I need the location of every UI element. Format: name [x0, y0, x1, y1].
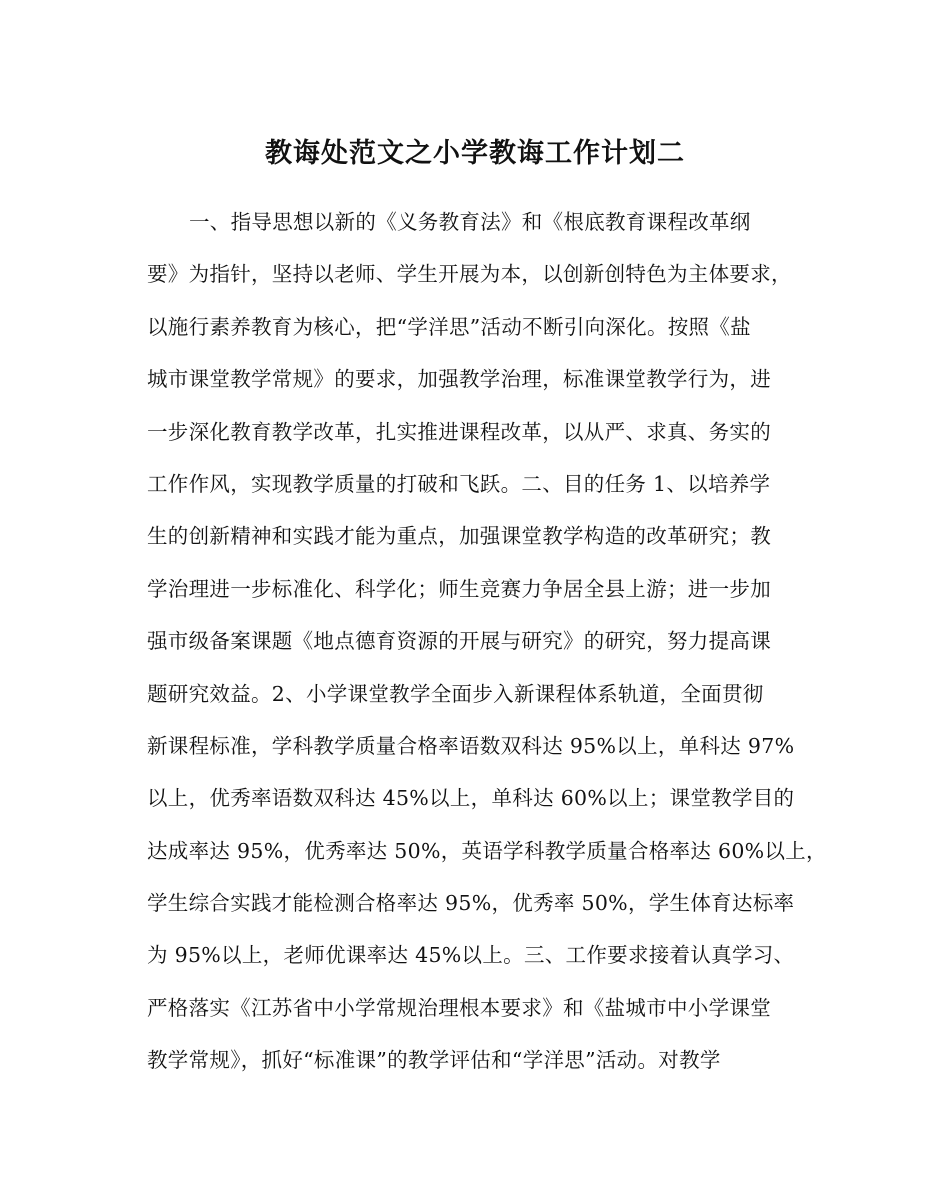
document-body [147, 196, 827, 1087]
body-line: 工作作风，实现教学质量的打破和飞跃。二、目的任务 1、以培养学 [147, 471, 771, 496]
body-line: 要》为指针，坚持以老师、学生开展为本，以创新创特色为主体要求， [147, 262, 792, 287]
body-line: 教学常规》，抓好“标准课”的教学评估和“学洋思”活动。对教学 [147, 1048, 721, 1073]
body-line: 以施行素养教育为核心，把“学洋思”活动不断引向深化。按照《盐 [147, 314, 751, 339]
body-line: 题研究效益。2、小学课堂教学全面步入新课程体系轨道，全面贯彻 [147, 681, 764, 706]
body-line: 为 95%以上，老师优课率达 45%以上。三、工作要求接着认真学习、 [147, 943, 795, 968]
body-line: 强市级备案课题《地点德育资源的开展与研究》的研究，努力提高课 [147, 629, 771, 654]
body-line: 严格落实《江苏省中小学常规治理根本要求》和《盐城市中小学课堂 [147, 995, 771, 1020]
body-line: 学治理进一步标准化、科学化；师生竞赛力争居全县上游；进一步加 [147, 576, 771, 601]
body-line: 达成率达 95%，优秀率达 50%，英语学科教学质量合格率达 60%以上， [147, 838, 827, 863]
body-line: 生的创新精神和实践才能为重点，加强课堂教学构造的改革研究；教 [147, 524, 771, 549]
document-title: 教诲处范文之小学教诲工作计划二 [265, 138, 685, 169]
body-line: 以上，优秀率语数双科达 45%以上，单科达 60%以上；课堂教学目的 [147, 786, 795, 811]
body-line: 城市课堂教学常规》的要求，加强教学治理，标准课堂教学行为，进 [147, 367, 771, 392]
body-line: 学生综合实践才能检测合格率达 95%，优秀率 50%，学生体育达标率 [147, 891, 795, 916]
body-line: 一、指导思想以新的《义务教育法》和《根底教育课程改革纲 [189, 210, 751, 234]
body-line: 一步深化教育教学改革，扎实推进课程改革，以从严、求真、务实的 [147, 419, 771, 444]
body-line: 新课程标准，学科教学质量合格率语数双科达 95%以上，单科达 97% [147, 733, 795, 758]
